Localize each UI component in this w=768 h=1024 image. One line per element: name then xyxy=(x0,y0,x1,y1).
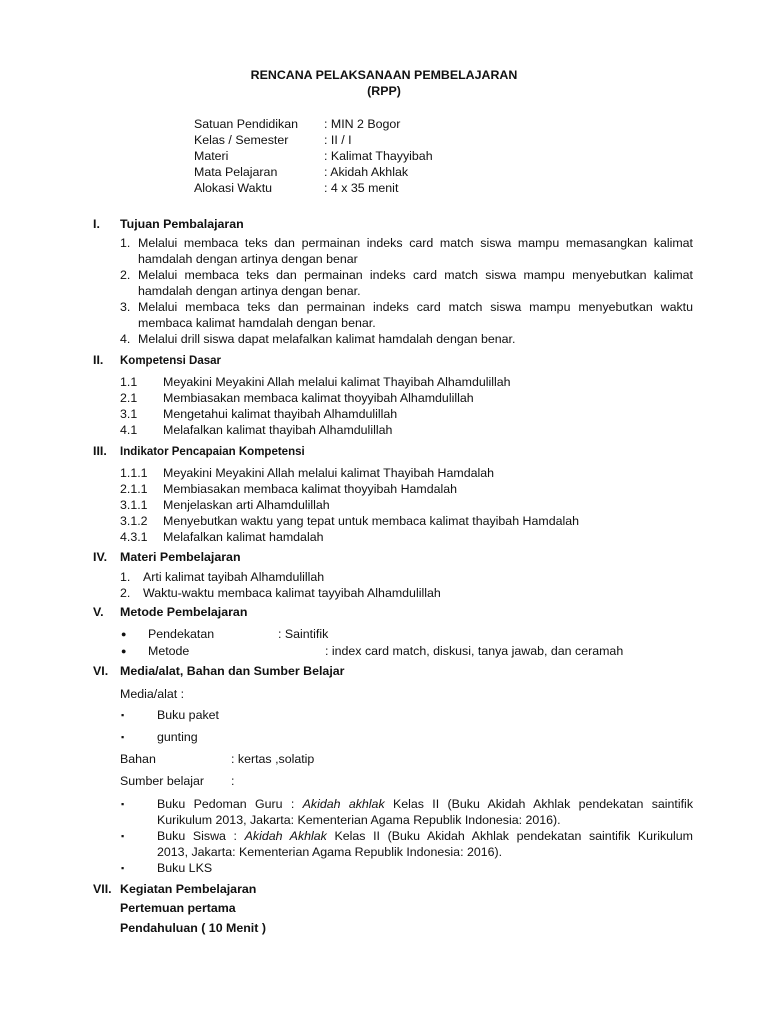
list-number: 1.1 xyxy=(120,375,138,389)
list-item-line: hamdalah dengan artinya dengan benar xyxy=(138,252,358,266)
list-item-line: Melalui membaca teks dan permainan indeks card match siswa mampu menyebutkan kalimat xyxy=(138,268,693,282)
list-number: 3.1.2 xyxy=(120,514,148,528)
list-item: gunting xyxy=(157,730,198,744)
sub-heading: Pendahuluan ( 10 Menit ) xyxy=(120,921,266,935)
identity-label: Kelas / Semester xyxy=(194,133,289,147)
list-number: 1.1.1 xyxy=(120,466,148,480)
bullet-icon: ▪ xyxy=(121,710,125,720)
bahan-label: Bahan xyxy=(120,752,156,766)
sumber-colon: : xyxy=(231,774,235,788)
list-number: 3.1.1 xyxy=(120,498,148,512)
list-item-label: Metode xyxy=(148,644,190,658)
section-number: I. xyxy=(93,217,100,231)
list-number: 2.1.1 xyxy=(120,482,148,496)
section-number: VII. xyxy=(93,882,112,896)
identity-value: : Akidah Akhlak xyxy=(324,165,409,179)
bullet-icon: ▪ xyxy=(121,831,125,841)
list-item-line: Melalui membaca teks dan permainan indeks card match siswa mampu menyebutkan waktu xyxy=(138,300,693,314)
list-item: Buku LKS xyxy=(157,861,213,875)
list-item: Menjelaskan arti Alhamdulillah xyxy=(163,498,330,512)
list-item: Melafalkan kalimat thayibah Alhamdulillah xyxy=(163,423,393,437)
list-item: Buku paket xyxy=(157,708,219,722)
section-heading: Indikator Pencapaian Kompetensi xyxy=(120,446,305,458)
list-item-value: : index card match, diskusi, tanya jawab, dan ceramah xyxy=(325,644,624,658)
list-item-line: Melalui membaca teks dan permainan indeks card match siswa mampu memasangkan kalimat xyxy=(138,236,693,250)
identity-value: : II / I xyxy=(324,133,352,147)
section-heading: Materi Pembelajaran xyxy=(120,550,241,564)
list-item-line: Buku Pedoman Guru : Akidah akhlak Kelas II (Buku Akidah Akhlak pendekatan saintifik xyxy=(157,797,694,811)
list-number: 2.1 xyxy=(120,391,138,405)
list-number: 4.1 xyxy=(120,423,138,437)
bullet-icon: ● xyxy=(121,646,127,656)
list-number: 4.3.1 xyxy=(120,530,148,544)
identity-label: Materi xyxy=(194,149,229,163)
list-item: Mengetahui kalimat thayibah Alhamdulillah xyxy=(163,407,398,421)
bullet-icon: ▪ xyxy=(121,799,125,809)
identity-label: Mata Pelajaran xyxy=(194,165,278,179)
bullet-icon: ▪ xyxy=(121,863,125,873)
list-item: Arti kalimat tayibah Alhamdulillah xyxy=(143,570,325,584)
list-item-line: hamdalah dengan artinya dengan benar. xyxy=(138,284,361,298)
section-number: V. xyxy=(93,605,104,619)
document-subtitle: (RPP) xyxy=(367,84,401,98)
identity-label: Satuan Pendidikan xyxy=(194,117,299,131)
identity-value: : Kalimat Thayyibah xyxy=(324,149,433,163)
list-item-line: Melalui drill siswa dapat melafalkan kalimat hamdalah dengan benar. xyxy=(138,332,516,346)
section-heading: Media/alat, Bahan dan Sumber Belajar xyxy=(120,664,345,678)
section-number: IV. xyxy=(93,550,108,564)
document-title: RENCANA PELAKSANAAN PEMBELAJARAN xyxy=(250,68,518,82)
list-number: 1. xyxy=(120,236,131,250)
bahan-value: : kertas ,solatip xyxy=(231,752,315,766)
section-heading: Kompetensi Dasar xyxy=(120,355,221,367)
list-item-line: Kurikulum 2013, Jakarta: Kementerian Agama Republik Indonesia: 2016). xyxy=(157,813,561,827)
list-item: Membiasakan membaca kalimat thoyyibah Hamdalah xyxy=(163,482,458,496)
list-item: Menyebutkan waktu yang tepat untuk membaca kalimat thayibah Hamdalah xyxy=(163,514,580,528)
list-item: Meyakini Meyakini Allah melalui kalimat Thayibah Alhamdulillah xyxy=(163,375,511,389)
list-item-line: Buku Siswa : Akidah Akhlak Kelas II (Buku Akidah Akhlak pendekatan saintifik Kurikulum xyxy=(157,829,693,843)
list-item-line: 2013, Jakarta: Kementerian Agama Republik Indonesia: 2016). xyxy=(157,845,503,859)
section-heading: Tujuan Pembalajaran xyxy=(120,217,244,231)
list-number: 2. xyxy=(120,586,131,600)
section-heading: Kegiatan Pembelajaran xyxy=(120,882,257,896)
list-item-value: : Saintifik xyxy=(278,627,329,641)
identity-value: : 4 x 35 menit xyxy=(324,181,399,195)
section-number: VI. xyxy=(93,664,109,678)
list-item: Membiasakan membaca kalimat thoyyibah Alhamdulillah xyxy=(163,391,474,405)
sub-heading: Pertemuan pertama xyxy=(120,901,236,915)
bullet-icon: ▪ xyxy=(121,732,125,742)
identity-label: Alokasi Waktu xyxy=(194,181,273,195)
bullet-icon: ● xyxy=(121,629,127,639)
section-number: III. xyxy=(93,444,107,458)
section-heading: Metode Pembelajaran xyxy=(120,605,248,619)
sumber-label: Sumber belajar xyxy=(120,774,205,788)
list-item-line: membaca kalimat hamdalah dengan benar. xyxy=(138,316,376,330)
identity-value: : MIN 2 Bogor xyxy=(324,117,401,131)
section-number: II. xyxy=(93,353,104,367)
list-item: Meyakini Meyakini Allah melalui kalimat Thayibah Hamdalah xyxy=(163,466,495,480)
list-number: 2. xyxy=(120,268,131,282)
list-number: 4. xyxy=(120,332,131,346)
list-item: Melafalkan kalimat hamdalah xyxy=(163,530,324,544)
list-number: 3.1 xyxy=(120,407,138,421)
media-label: Media/alat : xyxy=(120,687,185,701)
list-item: Waktu-waktu membaca kalimat tayyibah Alhamdulillah xyxy=(143,586,441,600)
list-number: 1. xyxy=(120,570,131,584)
list-item-label: Pendekatan xyxy=(148,627,215,641)
list-number: 3. xyxy=(120,300,131,314)
